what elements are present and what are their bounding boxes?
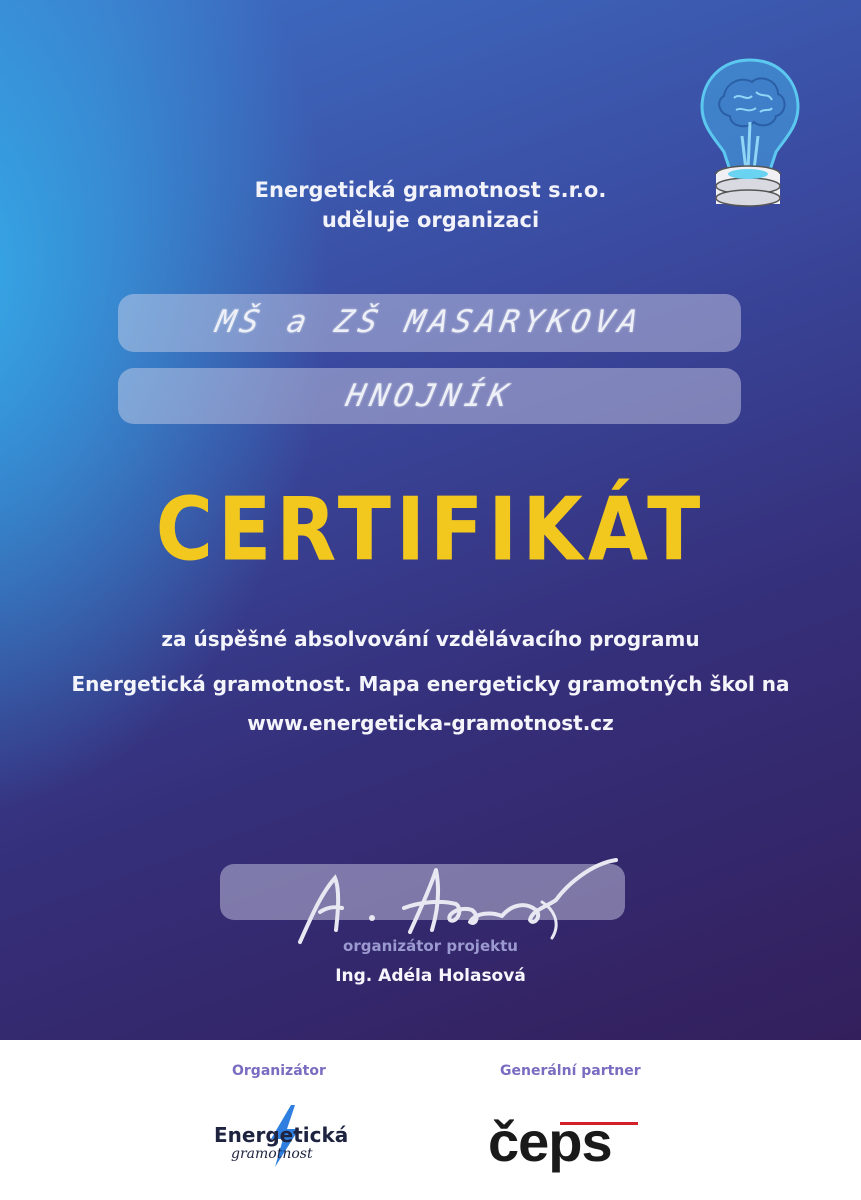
- partner-logo: [488, 1108, 653, 1172]
- signature-image: [280, 850, 630, 950]
- recipient-name-line2: HNOJNÍK: [342, 378, 517, 414]
- partner-label: Generální partner: [500, 1063, 641, 1079]
- signer-name: Ing. Adéla Holasová: [335, 966, 526, 986]
- issuer-action: uděluje organizaci: [321, 208, 540, 232]
- organizer-logo: [205, 1105, 375, 1165]
- organizer-logo-sub: gramotnost: [231, 1146, 313, 1162]
- organizer-label: Organizátor: [232, 1063, 326, 1079]
- recipient-field-1: [118, 294, 741, 352]
- body-text-line2: Energetická gramotnost. Mapa energeticky gramotných škol na: [71, 672, 790, 696]
- issuer-name: Energetická gramotnost s.r.o.: [254, 178, 607, 202]
- signer-role: organizátor projektu: [343, 937, 518, 955]
- organizer-logo-main: Energetická: [214, 1123, 349, 1147]
- recipient-name-line1: MŠ a ZŠ MASARYKOVA: [212, 304, 647, 340]
- certificate-title: CERTIFIKÁT: [155, 480, 706, 581]
- body-text-line1: za úspěšné absolvování vzdělávacího programu: [161, 627, 700, 651]
- partner-logo-text: čeps: [488, 1110, 612, 1173]
- recipient-field-2: [118, 368, 741, 424]
- body-text-url: www.energeticka-gramotnost.cz: [247, 711, 614, 735]
